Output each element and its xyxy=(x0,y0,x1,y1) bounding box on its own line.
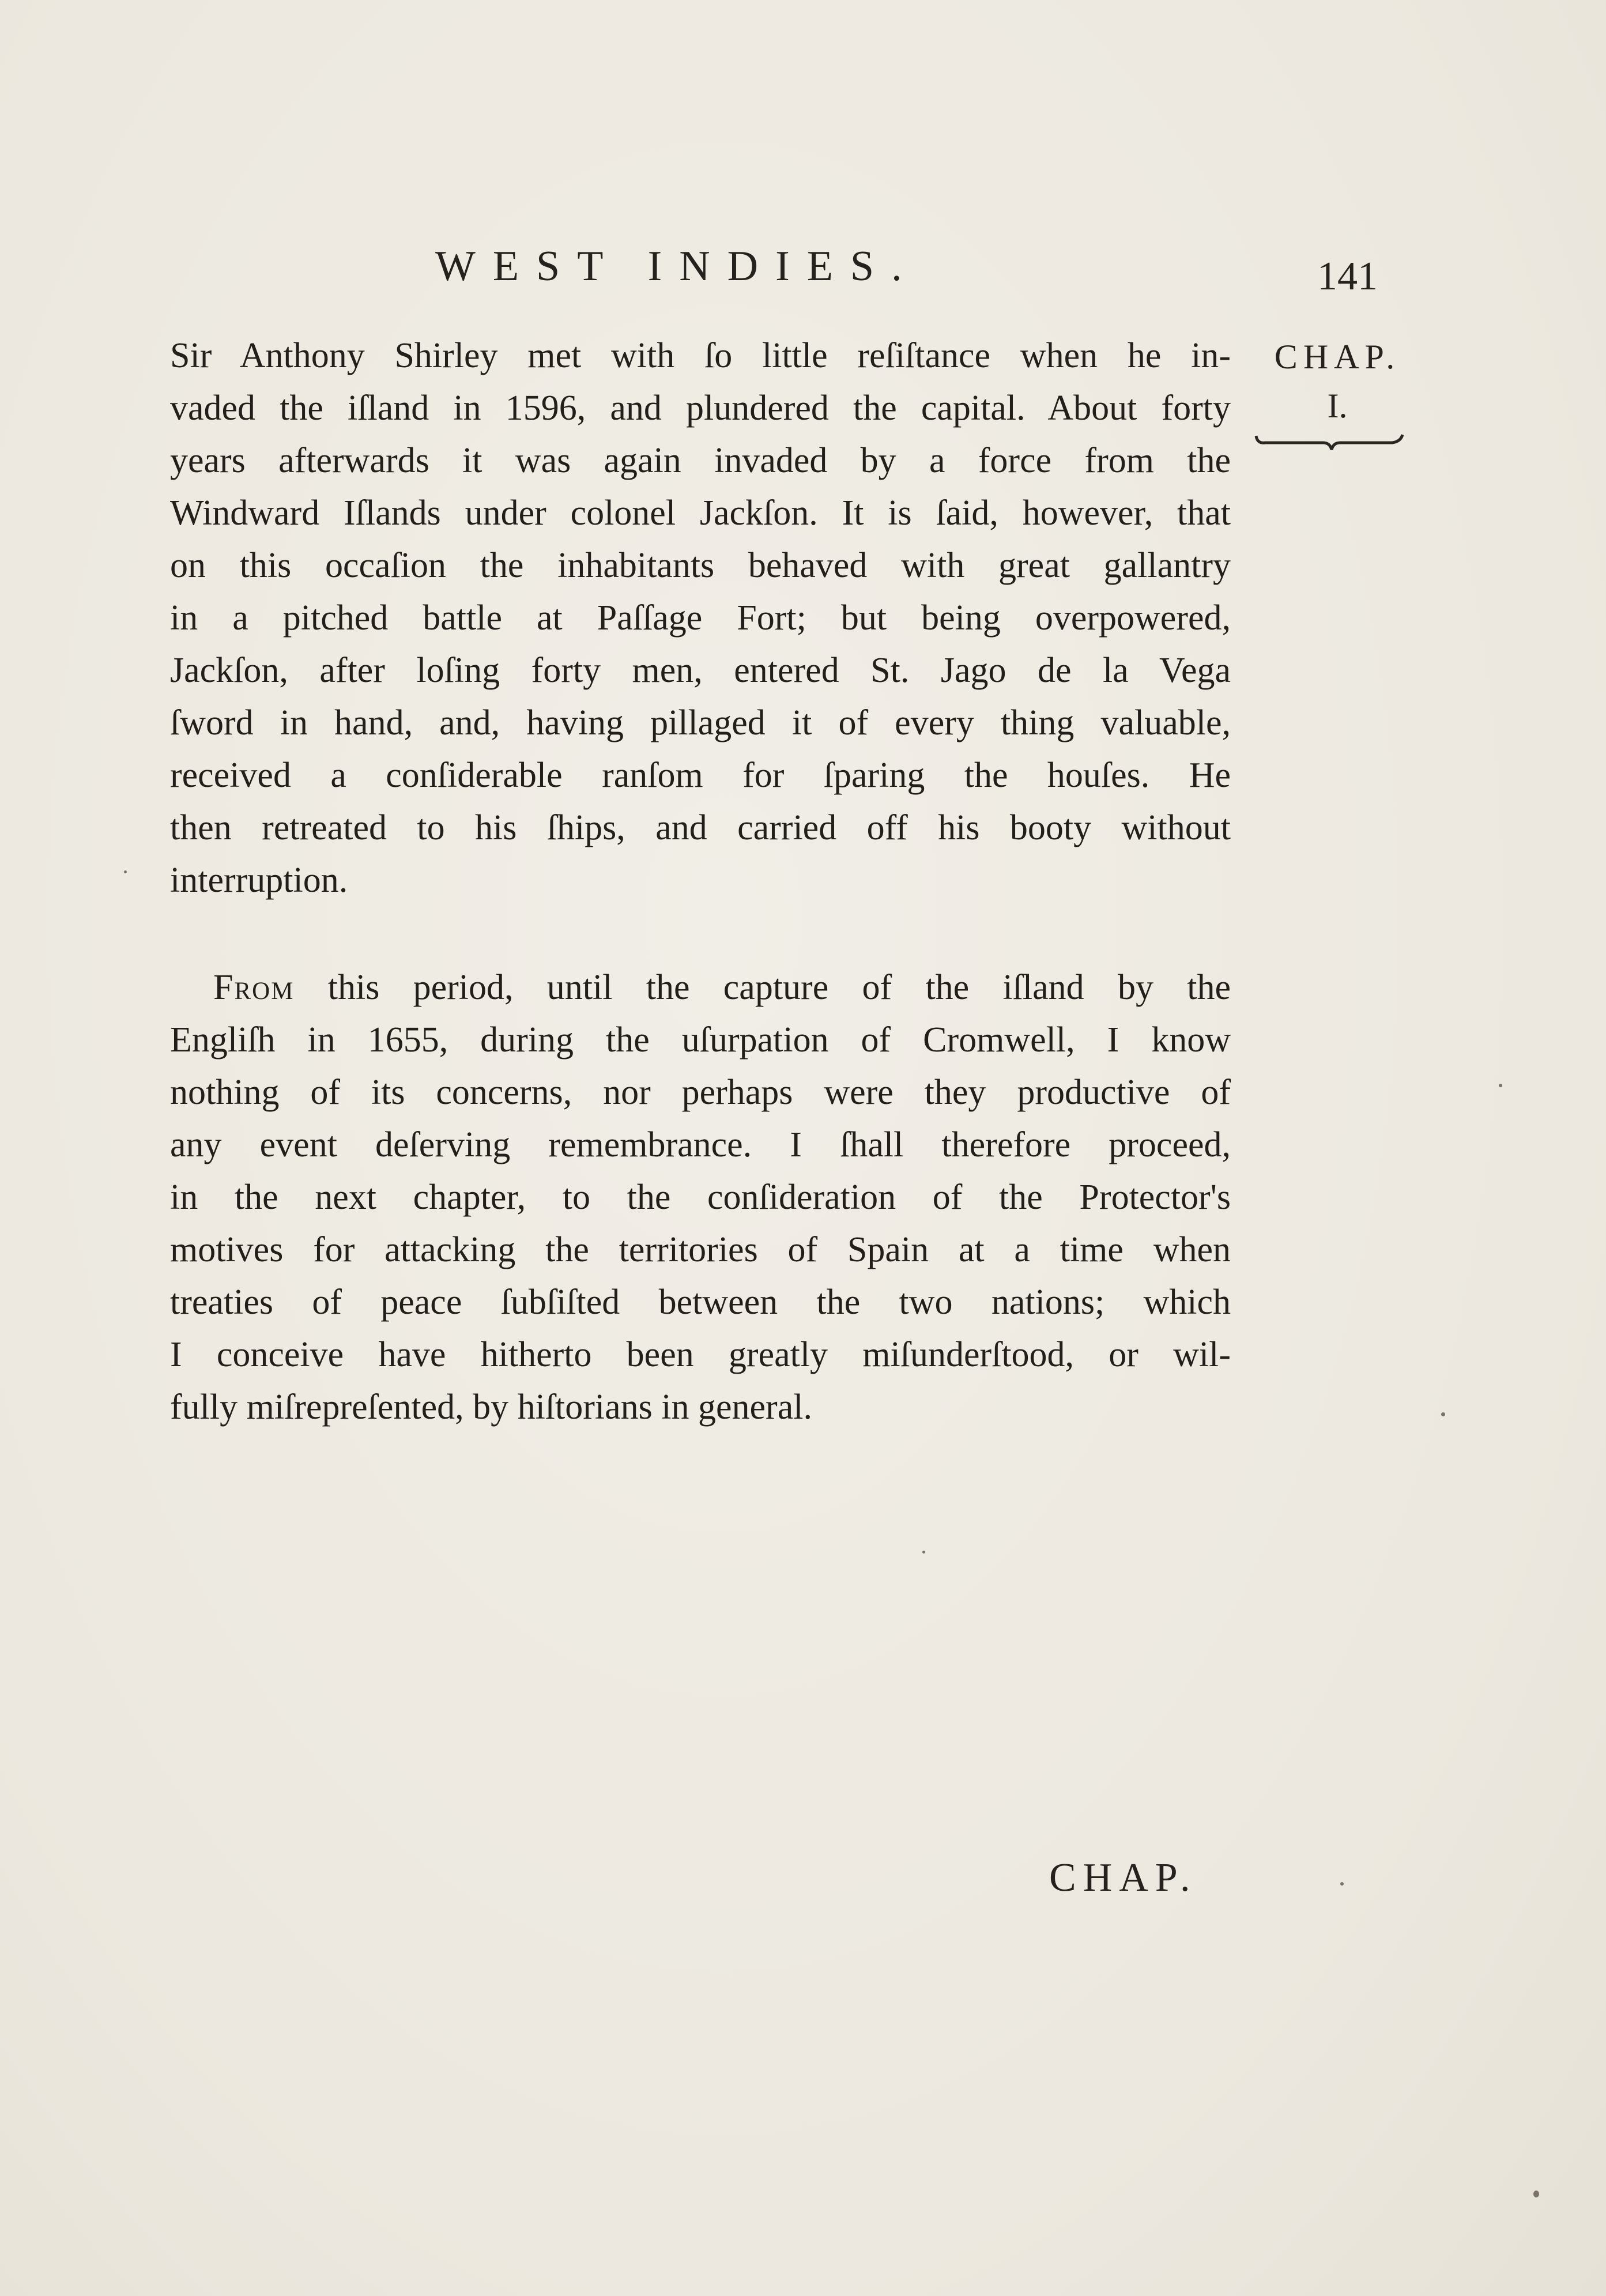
text-line: then retreated to his ſhips, and carried off his booty without xyxy=(170,808,1231,847)
text-line: received a conſiderable ranſom for ſparing the houſes. He xyxy=(170,756,1231,795)
text-line: ſword in hand, and, having pillaged it of every thing valuable, xyxy=(170,703,1231,742)
margin-brace-ornament xyxy=(1254,432,1409,455)
running-head: WEST INDIES. xyxy=(435,243,919,290)
text-line: years afterwards it was again invaded by a force from the xyxy=(170,441,1231,480)
text-line: any event deſerving remembrance. I ſhall therefore proceed, xyxy=(170,1125,1231,1164)
text-line: nothing of its concerns, nor perhaps were they productive of xyxy=(170,1073,1231,1112)
text-line: in a pitched battle at Paſſage Fort; but being overpowered, xyxy=(170,598,1231,638)
text-line: treaties of peace ſubſiſted between the two nations; which xyxy=(170,1283,1231,1322)
text-line: Jackſon, after loſing forty men, entered St. Jago de la Vega xyxy=(170,651,1231,690)
text-line: interruption. xyxy=(170,861,348,900)
text-line: vaded the iſland in 1596, and plundered the capital. About forty xyxy=(170,389,1231,428)
page-number: 141 xyxy=(1317,254,1378,299)
text-line-first xyxy=(170,962,1231,1014)
text-line: Engliſh in 1655, during the uſurpation of Cromwell, I know xyxy=(170,1020,1231,1060)
text-line: Sir Anthony Shirley met with ſo little reſiſtance when he in- xyxy=(170,336,1231,375)
paper-speck xyxy=(1499,1084,1502,1087)
paper-speck xyxy=(124,870,127,873)
paper-speck xyxy=(1340,1882,1344,1886)
text-line: in the next chapter, to the conſideration of the Protector's xyxy=(170,1178,1231,1217)
paper-speck xyxy=(1533,2191,1539,2197)
margin-chapter-number: I. xyxy=(1327,387,1348,425)
paper-speck xyxy=(1441,1412,1445,1416)
paragraph-1 xyxy=(170,330,1231,907)
text-line: I conceive have hitherto been greatly miſunderſtood, or wil- xyxy=(170,1335,1231,1374)
paper-speck xyxy=(922,1551,925,1554)
paragraph-lead-word: From xyxy=(213,968,295,1007)
text-line: Windward Iſlands under colonel Jackſon. It is ſaid, however, that xyxy=(170,493,1231,533)
catchword: CHAP. xyxy=(1049,1856,1197,1900)
margin-chapter-label: CHAP. xyxy=(1274,338,1401,376)
paragraph-2 xyxy=(170,962,1231,1434)
text-line-rest: this period, until the capture of the iſland by the xyxy=(294,968,1231,1007)
text-line: motives for attacking the territories of Spain at a time when xyxy=(170,1230,1231,1269)
text-line: fully miſrepreſented, by hiſtorians in general. xyxy=(170,1388,812,1427)
text-line: on this occaſion the inhabitants behaved with great gallantry xyxy=(170,546,1231,585)
